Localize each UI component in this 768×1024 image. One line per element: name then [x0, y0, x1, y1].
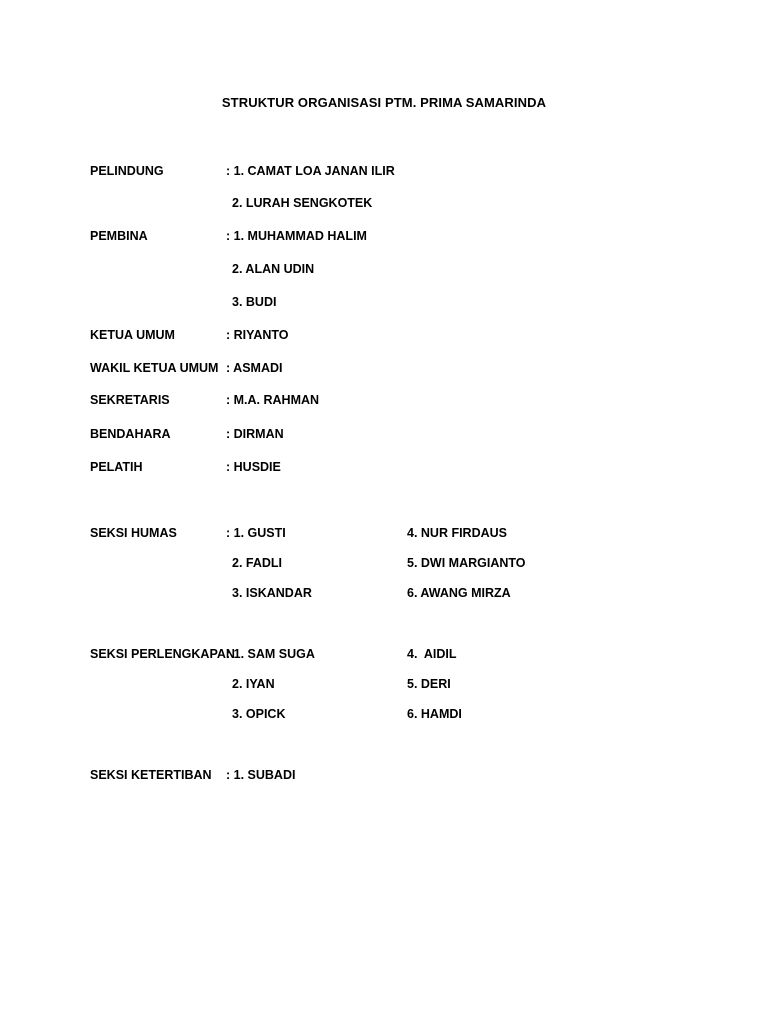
bendahara-value: : DIRMAN	[226, 427, 284, 441]
seksi-perlengkapan-item-4: 4. AIDIL	[407, 647, 457, 661]
ketua-umum-row	[0, 327, 768, 343]
pelindung-label: PELINDUNG	[90, 164, 164, 178]
sekretaris-value: : M.A. RAHMAN	[226, 393, 320, 407]
pembina-item-1: : 1. MUHAMMAD HALIM	[226, 229, 367, 243]
pembina-item-3: 3. BUDI	[232, 295, 277, 309]
seksi-humas-label: SEKSI HUMAS	[90, 526, 177, 540]
seksi-humas-item-3: 3. ISKANDAR	[232, 586, 312, 600]
seksi-humas-item-2: 2. FADLI	[232, 556, 283, 570]
pembina-row-2	[0, 261, 768, 277]
seksi-ketertiban-row	[0, 767, 768, 783]
page-title: STRUKTUR ORGANISASI PTM. PRIMA SAMARINDA	[221, 95, 547, 110]
pelindung-item-2: 2. LURAH SENGKOTEK	[232, 196, 373, 210]
pelindung-row-2	[0, 195, 768, 211]
seksi-perlengkapan-label: SEKSI PERLENGKAPAN	[90, 647, 235, 661]
pelatih-label: PELATIH	[90, 460, 143, 474]
seksi-ketertiban-item-1: : 1. SUBADI	[226, 768, 296, 782]
seksi-humas-item-4: 4. NUR FIRDAUS	[407, 526, 508, 540]
seksi-humas-row	[0, 525, 768, 541]
ketua-umum-label: KETUA UMUM	[90, 328, 175, 342]
seksi-humas-row-3	[0, 585, 768, 601]
pembina-label: PEMBINA	[90, 229, 148, 243]
pembina-row-3	[0, 294, 768, 310]
seksi-perlengkapan-row-2	[0, 676, 768, 692]
pelatih-value: : HUSDIE	[226, 460, 281, 474]
seksi-humas-row-2	[0, 555, 768, 571]
bendahara-label: BENDAHARA	[90, 427, 171, 441]
sekretaris-label: SEKRETARIS	[90, 393, 170, 407]
wakil-ketua-umum-value: : ASMADI	[226, 361, 283, 375]
pembina-row	[0, 228, 768, 244]
seksi-perlengkapan-item-2: 2. IYAN	[232, 677, 275, 691]
seksi-perlengkapan-item-1: : 1. SAM SUGA	[226, 647, 315, 661]
seksi-humas-item-6: 6. AWANG MIRZA	[407, 586, 511, 600]
wakil-ketua-umum-label: WAKIL KETUA UMUM	[90, 361, 219, 375]
bendahara-row	[0, 426, 768, 442]
seksi-humas-item-5: 5. DWI MARGIANTO	[407, 556, 526, 570]
seksi-perlengkapan-row-3	[0, 706, 768, 722]
seksi-ketertiban-label: SEKSI KETERTIBAN	[90, 768, 212, 782]
seksi-humas-item-1: : 1. GUSTI	[226, 526, 286, 540]
sekretaris-row	[0, 392, 768, 408]
pelatih-row	[0, 459, 768, 475]
seksi-perlengkapan-row	[0, 646, 768, 662]
seksi-perlengkapan-item-5: 5. DERI	[407, 677, 451, 691]
seksi-perlengkapan-item-6: 6. HAMDI	[407, 707, 462, 721]
pelindung-row	[0, 163, 768, 179]
pembina-item-2: 2. ALAN UDIN	[232, 262, 315, 276]
ketua-umum-value: : RIYANTO	[226, 328, 289, 342]
pelindung-item-1: : 1. CAMAT LOA JANAN ILIR	[226, 164, 395, 178]
wakil-ketua-umum-row	[0, 360, 768, 376]
seksi-perlengkapan-item-3: 3. OPICK	[232, 707, 286, 721]
